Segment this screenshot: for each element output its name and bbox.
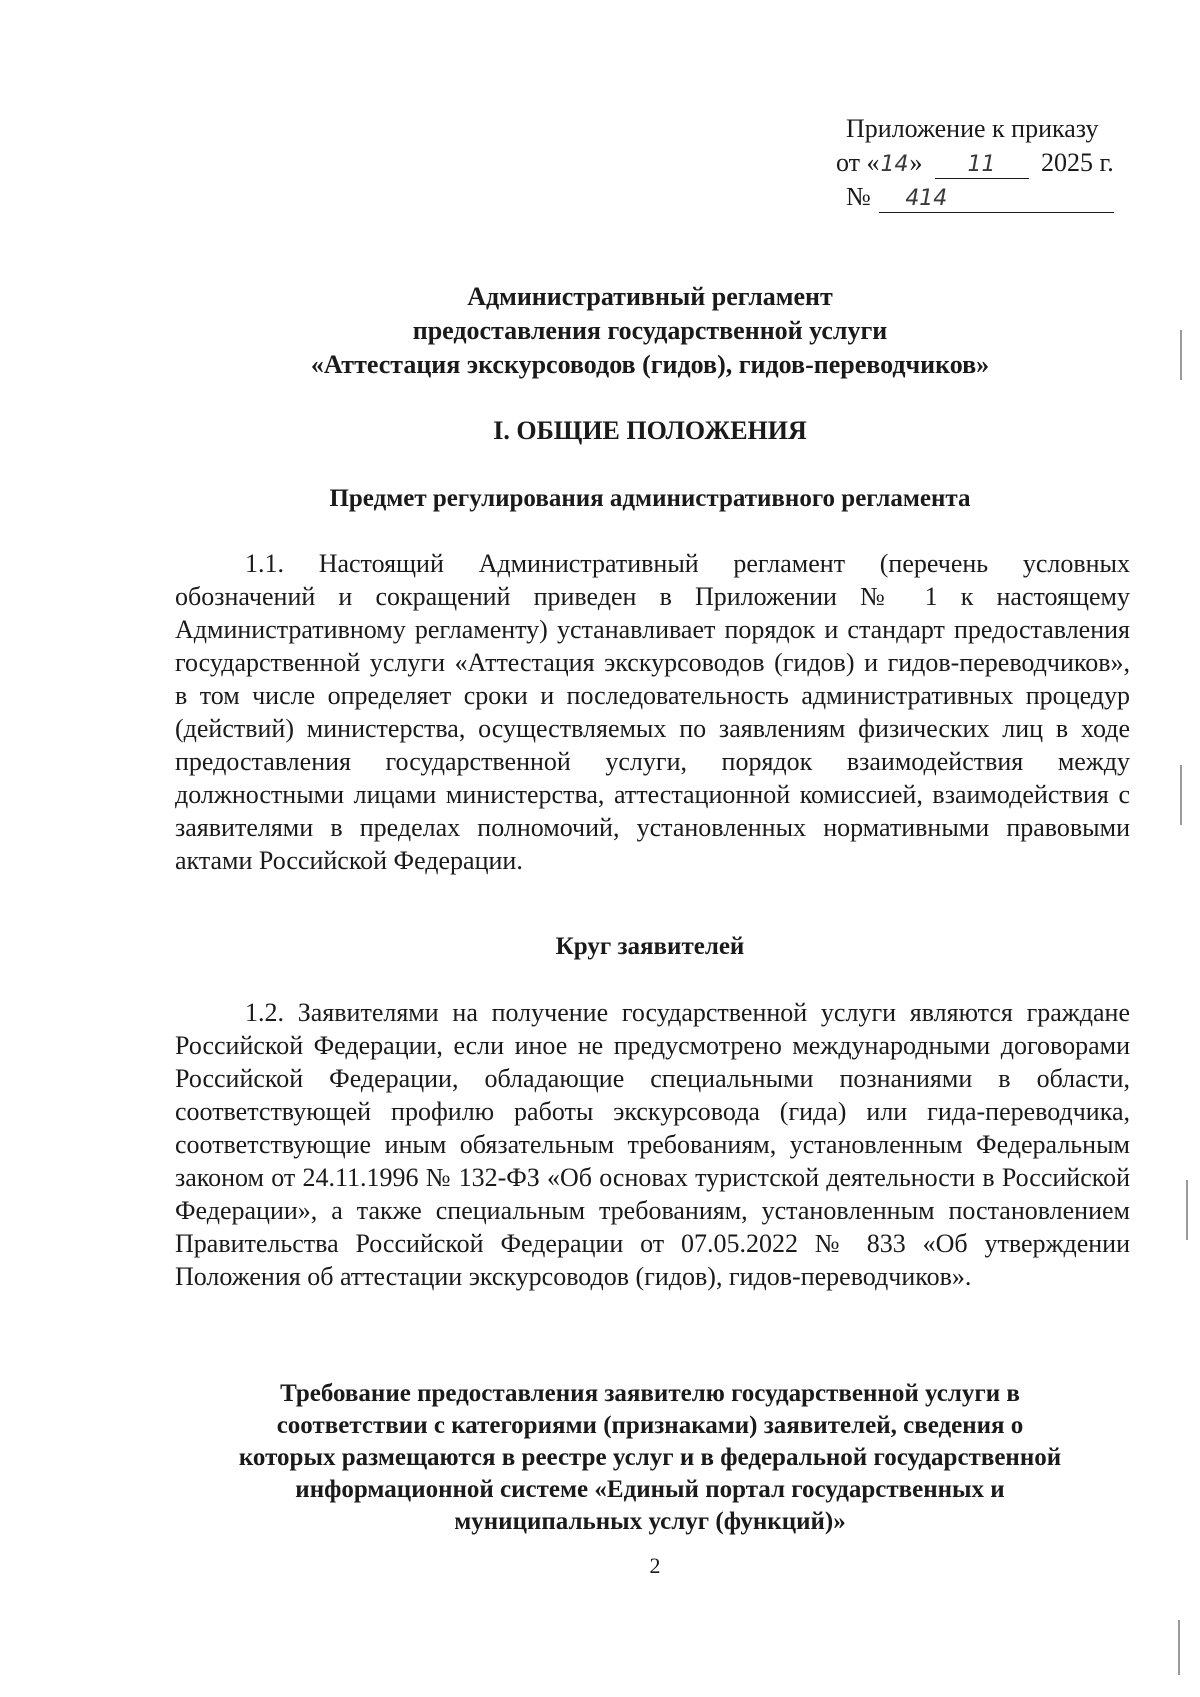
subheading-applicants: Круг заявителей	[555, 933, 745, 960]
title-line-2: предоставления государственной услуги	[412, 316, 888, 345]
paragraph-1-2: 1.2. Заявителями на получение государственной услуги являются граждане Российской Федерации, если иное не предусмотрено международными договорами Российской Федерации, обладающие специальными познаниями в области, соответствующей профилю работы экскурсовода (гида) или гида-переводчика, соответствующие иным обязательным требованиям, установленным Федеральным законом от 24.11.1996 № 132-ФЗ «Об основах туристской деятельности в Российской Федерации», а также специальным требованиям, установленным постановлением Правительства Российской Федерации от 07.05.2022 № 833 «Об утверждении Положения об аттестации экскурсоводов (гидов), гидов-переводчиков».	[175, 998, 1130, 1291]
appendix-block	[836, 112, 1136, 214]
handwritten-day: 14	[880, 152, 909, 177]
paragraph-1-1: 1.1. Настоящий Административный регламент (перечень условных обозначений и сокращений приведен в Приложении № 1 к настоящему Административному регламенту) устанавливает порядок и стандарт предоставления государственной услуги «Аттестация экскурсоводов (гидов) и гидов-переводчиков», в том числе определяет сроки и последовательность административных процедур (действий) министерства, осуществляемых по заявлениям физических лиц в ходе предоставления государственной услуги, порядок взаимодействия между должностными лицами министерства, аттестационной комиссией, взаимодействия с заявителями в пределах полномочий, установленных нормативными правовыми актами Российской Федерации.	[175, 549, 1130, 875]
section-heading: I. ОБЩИЕ ПОЛОЖЕНИЯ	[493, 416, 807, 445]
subheading-3-line-4: информационной системе «Единый портал государственных и	[295, 1476, 1005, 1503]
date-year: 2025 г.	[1041, 148, 1114, 177]
scan-mark-3	[1186, 1180, 1188, 1240]
number-prefix: №	[846, 182, 871, 211]
subheading-regulation-subject: Предмет регулирования административного регламента	[329, 485, 971, 512]
subheading-3-line-2: соответствии с категориями (признаками) заявителей, сведения о	[276, 1412, 1024, 1439]
scan-mark-2	[1180, 765, 1182, 825]
subheading-requirement	[170, 1378, 1130, 1538]
date-prefix: от «	[836, 148, 880, 177]
scan-mark-4	[1178, 1620, 1180, 1675]
order-number-line	[836, 180, 1136, 214]
date-mid: »	[909, 148, 923, 177]
number-value: 414	[905, 186, 948, 211]
subheading-3-line-3: которых размещаются в реестре услуг и в федеральной государственной	[238, 1444, 1062, 1471]
order-date-line	[836, 146, 1136, 180]
page-number: 2	[649, 1553, 661, 1578]
handwritten-number	[879, 186, 1114, 213]
subheading-3-line-5: муниципальных услуг (функций)»	[454, 1508, 846, 1535]
handwritten-month: 11	[935, 152, 1029, 179]
document-title	[170, 280, 1130, 382]
appendix-line: Приложение к приказу	[846, 114, 1099, 143]
scan-mark-1	[1180, 330, 1182, 380]
subheading-3-line-1: Требование предоставления заявителю государственной услуги в	[280, 1380, 1020, 1407]
title-line-3: «Аттестация экскурсоводов (гидов), гидов-переводчиков»	[310, 350, 990, 379]
title-line-1: Административный регламент	[467, 282, 833, 311]
